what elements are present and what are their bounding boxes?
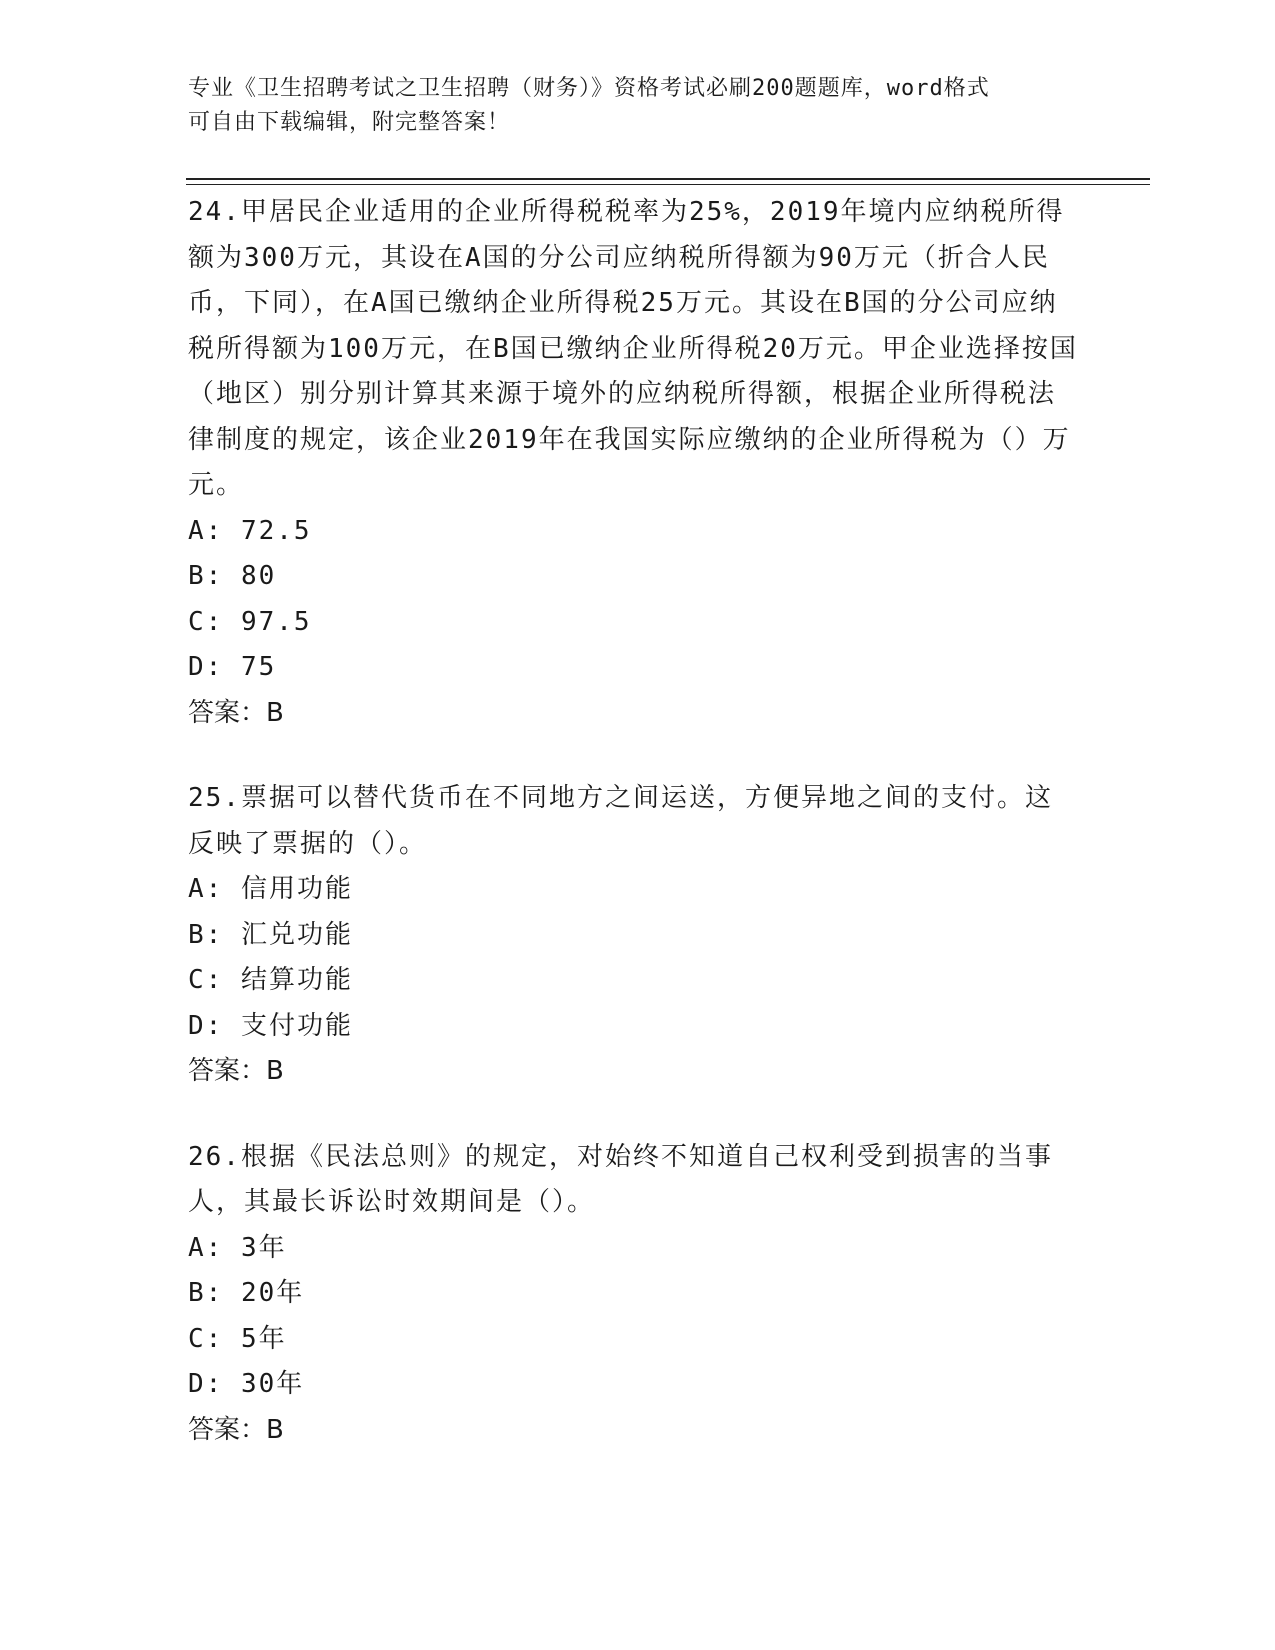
header-divider-thick — [186, 178, 1150, 180]
answer-label: 答案：B — [188, 1056, 284, 1086]
option-a: A: 72.5 — [188, 515, 312, 546]
option-a: A: 3年 — [188, 1232, 287, 1263]
option-c: C: 97.5 — [188, 606, 312, 637]
document-header — [188, 72, 1088, 140]
question-text: 25.票据可以替代货币在不同地方之间运送，方便异地之间的支付。这反映了票据的（）。 — [188, 783, 1053, 859]
option-d: D: 75 — [188, 652, 277, 682]
option-c: C: 结算功能 — [188, 965, 353, 995]
answer-label: 答案：B — [188, 697, 284, 728]
answer-label: 答案：B — [188, 1414, 284, 1445]
option-d: D: 支付功能 — [188, 1010, 353, 1041]
question-text: 26.根据《民法总则》的规定，对始终不知道自己权利受到损害的当事人，其最长诉讼时效期间是（）。 — [188, 1141, 1053, 1217]
question-text: 24.甲居民企业适用的企业所得税税率为25%，2019年境内应纳税所得额为300万元，其设在A国的分公司应纳税所得额为90万元（折合人民币，下同），在A国已缴纳企业所得税25万元。其设在B国的分公司应纳税所得额为100万元，在B国已缴纳企业所得税20万元。甲企业选择按国（地区）别分别计算其来源于境外的应纳税所得额，根据企业所得税法律制度的规定，该企业2019年在我国实际应缴纳的企业所得税为（）万元。 — [188, 197, 1078, 500]
header-divider-thin — [186, 184, 1150, 185]
question-26 — [188, 1135, 1078, 1454]
option-a: A: 信用功能 — [188, 874, 353, 904]
header-line-1: 专业《卫生招聘考试之卫生招聘（财务）》资格考试必刷200题题库，word格式 — [188, 76, 990, 101]
header-line-2: 可自由下载编辑，附完整答案！ — [188, 110, 511, 135]
option-b: B: 20年 — [188, 1278, 305, 1308]
option-c: C: 5年 — [188, 1323, 287, 1354]
question-list — [188, 190, 1078, 1493]
option-d: D: 30年 — [188, 1369, 305, 1399]
question-24 — [188, 190, 1078, 736]
question-25 — [188, 776, 1078, 1095]
option-b: B: 80 — [188, 561, 277, 591]
option-b: B: 汇兑功能 — [188, 919, 353, 950]
